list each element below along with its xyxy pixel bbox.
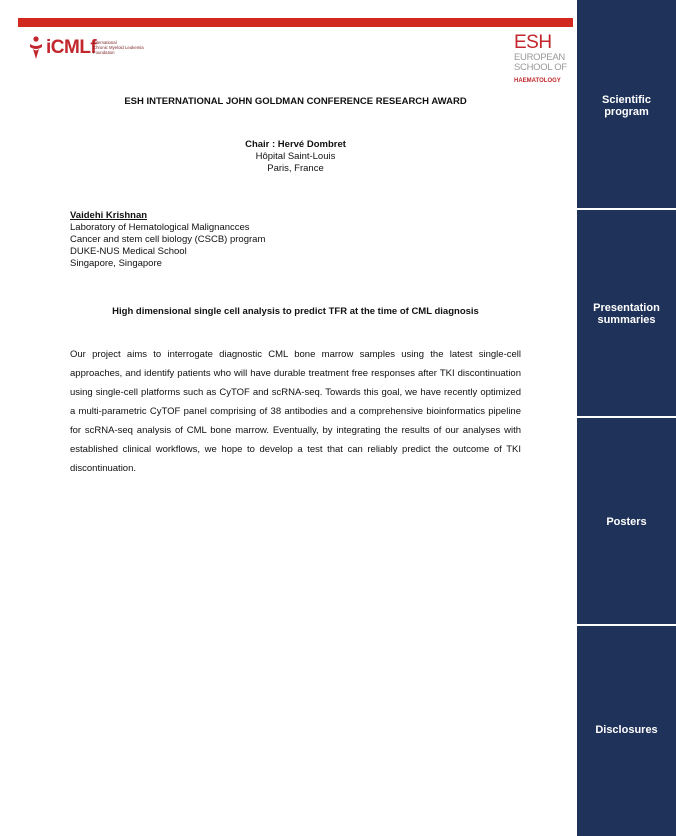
author-affiliation: Cancer and stem cell biology (CSCB) program bbox=[70, 234, 266, 245]
award-title: ESH INTERNATIONAL JOHN GOLDMAN CONFERENCE RESEARCH AWARD bbox=[124, 96, 467, 107]
sidebar-item-presentation-summaries[interactable] bbox=[577, 210, 676, 416]
talk-title: High dimensional single cell analysis to predict TFR at the time of CML diagnosis bbox=[112, 306, 479, 317]
icmlf-logo-subtitle: International Chronic Myeloid Leukemia Foundation bbox=[93, 40, 144, 55]
esh-logo bbox=[512, 32, 572, 86]
icmlf-logo-name: iCMLf bbox=[46, 37, 97, 58]
esh-logo-name: ESH bbox=[514, 32, 552, 53]
author-block bbox=[70, 210, 265, 270]
sidebar-item-label: Scientific program bbox=[602, 94, 651, 118]
author-affiliation: Laboratory of Hematological Malignancces bbox=[70, 222, 250, 233]
sidebar-item-label: Disclosures bbox=[595, 724, 658, 736]
sidebar-item-scientific-program[interactable] bbox=[577, 0, 676, 208]
header-accent-bar bbox=[18, 18, 573, 27]
author-affiliation: DUKE-NUS Medical School bbox=[70, 246, 187, 257]
icmlf-figure-icon bbox=[28, 36, 44, 60]
abstract-text: Our project aims to interrogate diagnostic CML bone marrow samples using the latest single-cell approaches, and identify patients who will have durable treatment free responses after TKI discontinuation using single-cell platforms such as CyTOF and scRNA-seq. Towards this goal, we have recently optimized a multi-parametric CyTOF panel comprising of 38 antibodies and a comprehensive bioinformatics pipeline for scRNA-seq analysis of CML bone marrow. Eventually, by integrating the results of our analyses with established clinical workflows, we hope to develop a test that can reliably predict the outcome of TKI discontinuation. bbox=[70, 349, 521, 474]
chair-location: Paris, France bbox=[267, 163, 324, 174]
sidebar-nav bbox=[577, 0, 676, 836]
sidebar-item-disclosures[interactable] bbox=[577, 626, 676, 836]
author-affiliation: Singapore, Singapore bbox=[70, 258, 162, 269]
chair-institution: Hôpital Saint-Louis bbox=[255, 151, 336, 162]
chair-block bbox=[18, 139, 573, 175]
esh-logo-haematology: HAEMATOLOGY bbox=[514, 78, 561, 84]
sidebar-item-label: Posters bbox=[606, 516, 647, 528]
sidebar-item-label: Presentation summaries bbox=[593, 302, 660, 326]
esh-logo-line-1: EUROPEAN bbox=[514, 52, 565, 63]
author-name: Vaidehi Krishnan bbox=[70, 210, 148, 221]
sidebar-item-posters[interactable] bbox=[577, 418, 676, 624]
esh-logo-line-2: SCHOOL OF bbox=[514, 62, 567, 73]
chair-name: Chair : Hervé Dombret bbox=[245, 139, 346, 150]
